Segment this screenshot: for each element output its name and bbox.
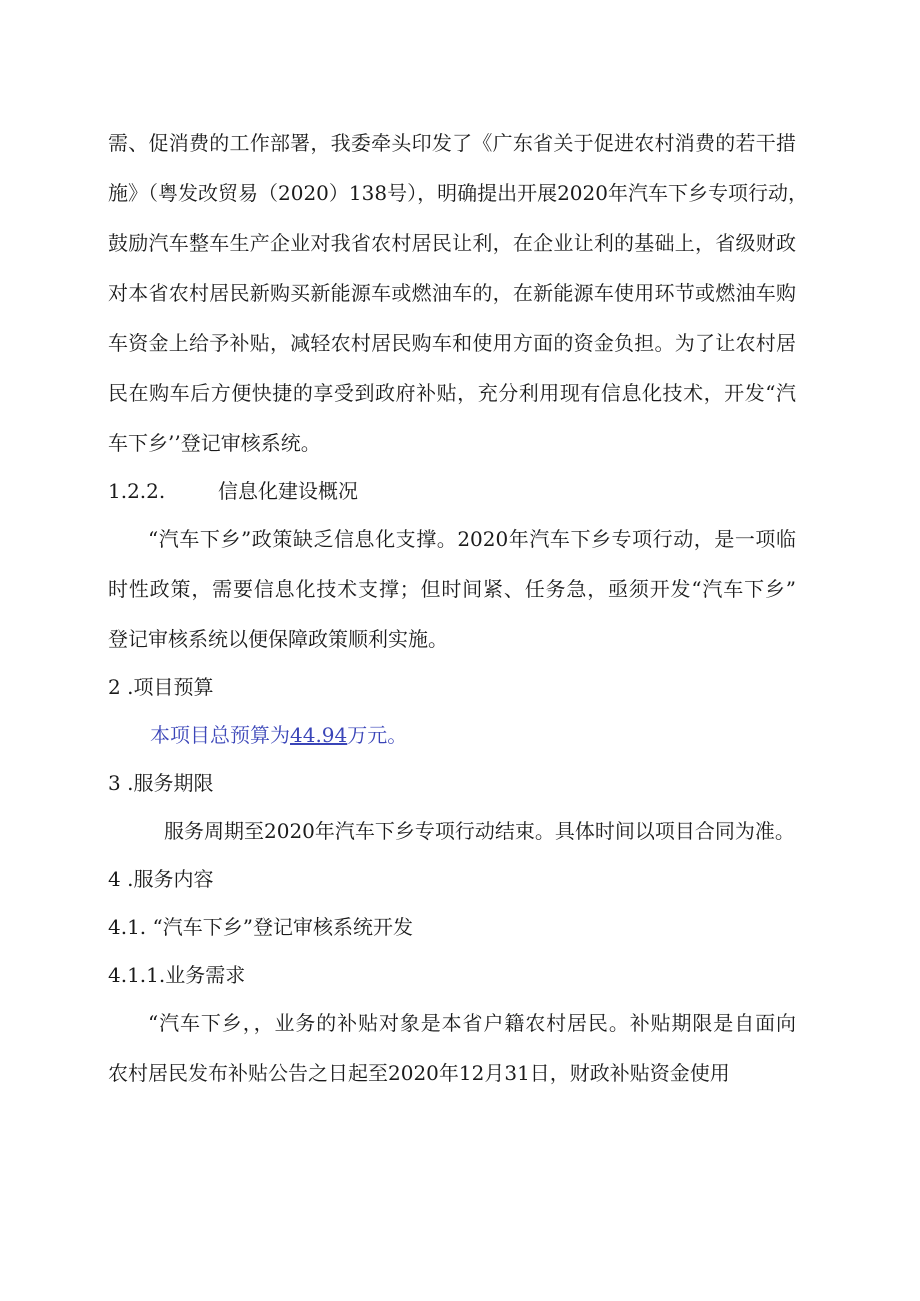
paragraph-line: 对本省农村居民新购买新能源车或燃油车的，在新能源车使用环节或燃油车购	[108, 281, 796, 305]
section-title: 2 .项目预算	[108, 675, 214, 699]
section-title: 3 .服务期限	[108, 771, 214, 795]
section-title: 信息化建设概况	[218, 479, 358, 503]
paragraph-line: 时性政策，需要信息化技术支撑；但时间紧、任务急，亟须开发“汽车下乡”	[108, 577, 796, 601]
paragraph-line: 农村居民发布补贴公告之日起至2020年12月31日，财政补贴资金使用	[108, 1061, 730, 1085]
paragraph-line: 车下乡’’登记审核系统。	[108, 431, 321, 455]
paragraph-line: “汽车下乡”政策缺乏信息化支撑。2020年汽车下乡专项行动，是一项临	[148, 527, 796, 551]
service-period-text: 服务周期至2020年汽车下乡专项行动结束。具体时间以项目合同为准。	[164, 819, 795, 843]
paragraph-line: 鼓励汽车整车生产企业对我省农村居民让利，在企业让利的基础上，省级财政	[108, 231, 796, 255]
paragraph-line: 需、促消费的工作部署，我委牵头印发了《广东省关于促进农村消费的若干措	[108, 131, 796, 155]
section-title: 4.1. “汽车下乡”登记审核系统开发	[108, 915, 413, 939]
budget-prefix: 本项目总预算为	[150, 723, 290, 747]
budget-amount: 44.94	[290, 723, 348, 747]
paragraph-line: “汽车下乡，，业务的补贴对象是本省户籍农村居民。补贴期限是自面向	[148, 1011, 796, 1035]
paragraph-line: 民在购车后方便快捷的享受到政府补贴，充分利用现有信息化技术，开发“汽	[108, 381, 796, 405]
budget-line	[150, 723, 407, 747]
section-title: 4.1.1.业务需求	[108, 963, 246, 987]
paragraph-line: 施》（粤发改贸易（2020）138号），明确提出开展2020年汽车下乡专项行动，	[108, 181, 808, 205]
paragraph-line: 车资金上给予补贴，减轻农村居民购车和使用方面的资金负担。为了让农村居	[108, 331, 796, 355]
section-number: 1.2.2.	[108, 479, 166, 503]
paragraph-line: 登记审核系统以便保障政策顺利实施。	[108, 627, 448, 651]
section-title: 4 .服务内容	[108, 867, 214, 891]
budget-suffix: 万元。	[347, 723, 408, 747]
